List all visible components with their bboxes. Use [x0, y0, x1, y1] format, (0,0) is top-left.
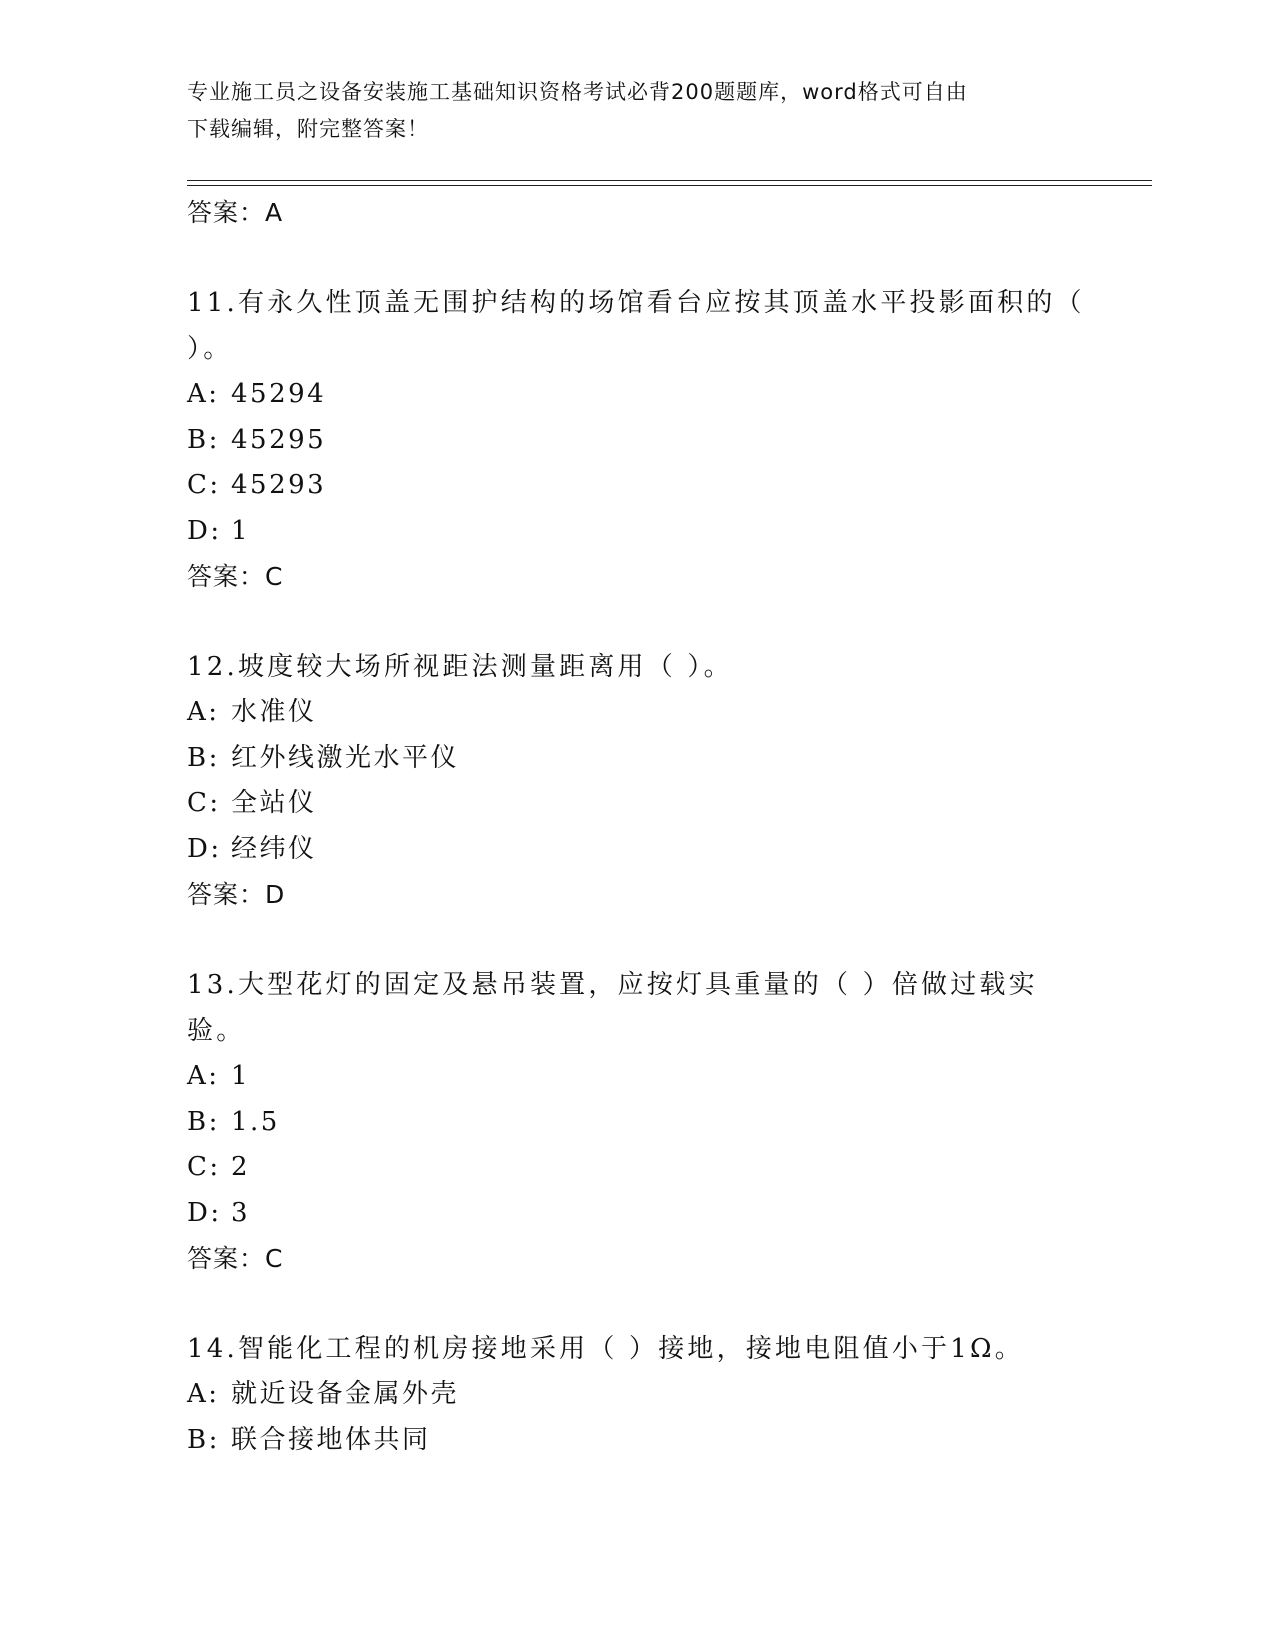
option-letter: C:: [187, 470, 221, 500]
option-a: [187, 1372, 1087, 1418]
option-letter: A:: [187, 697, 220, 727]
question-block: [187, 644, 1087, 918]
option-text: 水准仪: [231, 697, 317, 727]
option-d: [187, 1191, 1087, 1237]
option-text: 经纬仪: [231, 833, 317, 864]
answer-line: 答案：C: [187, 562, 284, 591]
answer-line: 答案：C: [187, 1244, 284, 1273]
option-letter: B:: [187, 1424, 220, 1455]
option-text: 3: [231, 1197, 251, 1228]
option-text: 45293: [231, 470, 327, 500]
option-d: [187, 509, 1087, 555]
question-text: 14.智能化工程的机房接地采用（ ）接地，接地电阻值小于1Ω。: [187, 1334, 1024, 1364]
option-text: 45295: [231, 424, 327, 455]
option-d: [187, 827, 1087, 873]
option-text: 1.5: [231, 1106, 280, 1137]
answer-line: 答案：A: [187, 198, 284, 227]
header-line-2: 下载编辑，附完整答案！: [187, 117, 429, 141]
question-text: 13.大型花灯的固定及悬吊装置，应按灯具重量的（ ）倍做过载实验。: [187, 970, 1038, 1046]
option-letter: B:: [187, 742, 220, 773]
option-text: 45294: [231, 379, 327, 409]
option-a: [187, 690, 1087, 736]
option-letter: D:: [187, 1197, 222, 1228]
option-text: 2: [231, 1152, 251, 1182]
question-block: [187, 1326, 1087, 1463]
option-text: 就近设备金属外壳: [231, 1379, 460, 1409]
option-text: 1: [231, 1061, 251, 1091]
question-block: [187, 962, 1087, 1282]
document-content: [187, 190, 1087, 1463]
header-line-1: 专业施工员之设备安装施工基础知识资格考试必背200题题库，word格式可自由: [187, 80, 968, 104]
option-b: [187, 736, 1087, 782]
option-letter: A:: [187, 1061, 220, 1091]
document-header: [187, 74, 1067, 148]
option-c: [187, 463, 1087, 509]
question-text: 11.有永久性顶盖无围护结构的场馆看台应按其顶盖水平投影面积的（ ）。: [187, 288, 1085, 364]
option-c: [187, 1145, 1087, 1191]
option-letter: B:: [187, 424, 220, 455]
option-text: 红外线激光水平仪: [231, 742, 460, 773]
option-letter: C:: [187, 1152, 221, 1182]
option-letter: C:: [187, 788, 221, 818]
option-c: [187, 781, 1087, 827]
question-text: 12.坡度较大场所视距法测量距离用（ ）。: [187, 652, 733, 682]
header-divider-bottom: [187, 185, 1152, 186]
option-letter: A:: [187, 379, 220, 409]
option-b: [187, 1100, 1087, 1146]
answer-line: 答案：D: [187, 880, 286, 909]
option-text: 1: [231, 515, 251, 546]
option-b: [187, 418, 1087, 464]
question-block: [187, 280, 1087, 600]
option-b: [187, 1418, 1087, 1464]
option-letter: D:: [187, 515, 222, 546]
option-letter: B:: [187, 1106, 220, 1137]
header-divider-top: [187, 180, 1152, 181]
option-letter: A:: [187, 1379, 220, 1409]
option-letter: D:: [187, 833, 222, 864]
option-a: [187, 1054, 1087, 1100]
option-a: [187, 372, 1087, 418]
option-text: 联合接地体共同: [231, 1424, 431, 1455]
option-text: 全站仪: [231, 788, 317, 818]
